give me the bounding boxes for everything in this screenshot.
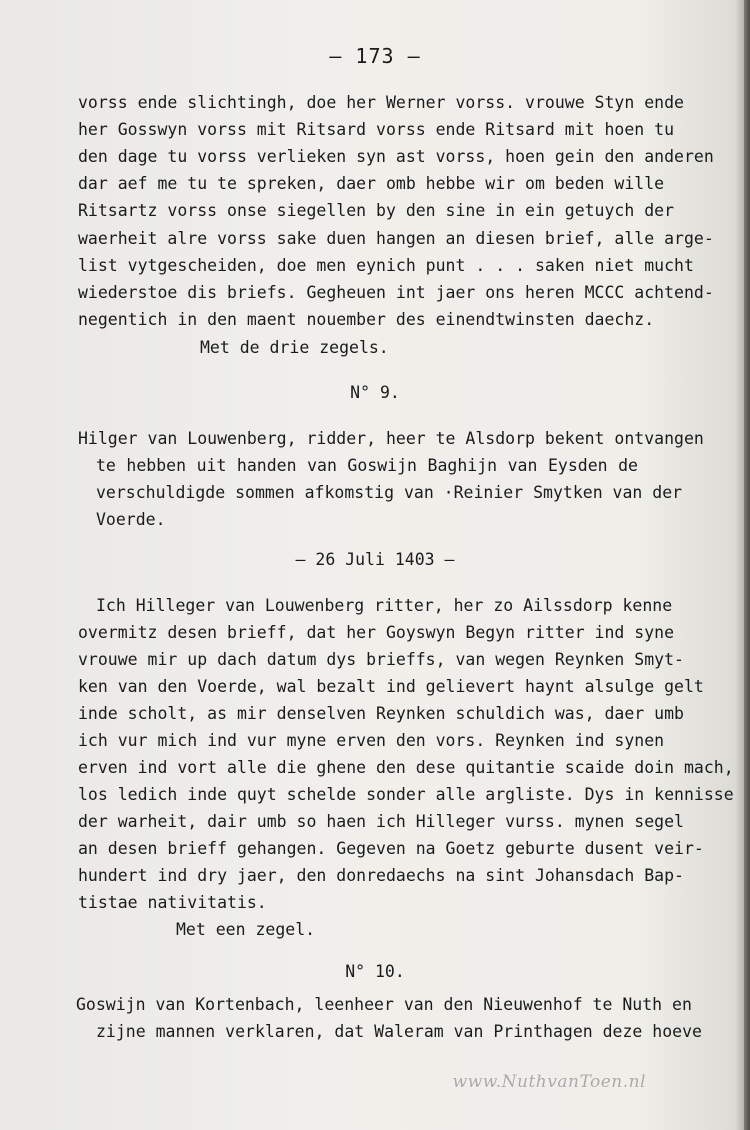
text-line: Ich Hilleger van Louwenberg ritter, her zo Ailssdorp kenne <box>96 596 673 615</box>
text-line: hundert ind dry jaer, den donredaechs na sint Johansdach Bap- <box>78 866 684 885</box>
text-line: waerheit alre vorss sake duen hangen an diesen brief, alle arge- <box>78 229 714 248</box>
summary-line: te hebben uit handen van Goswijn Baghijn van Eysden de <box>96 456 638 475</box>
text-line: vrouwe mir up dach datum dys brieffs, van wegen Reynken Smyt- <box>78 650 684 669</box>
text-line: overmitz desen brieff, dat her Goyswyn Begyn ritter ind syne <box>78 623 675 642</box>
text-line: den dage tu vorss verlieken syn ast vorss, hoen gein den anderen <box>78 147 714 166</box>
text-line: negentich in den maent nouember des einendtwinsten daechz. <box>78 310 655 329</box>
summary-line: zijne mannen verklaren, dat Waleram van Printhagen deze hoeve <box>96 1022 702 1041</box>
seal-note: Met de drie zegels. <box>200 338 389 357</box>
text-line: Ritsartz vorss onse siegellen by den sine in ein getuych der <box>78 201 675 220</box>
text-line: wiederstoe dis briefs. Gegheuen int jaer ons heren MCCC achtend- <box>78 283 714 302</box>
text-line: list vytgescheiden, doe men eynich punt . . . saken niet mucht <box>78 256 694 275</box>
text-line: der warheit, dair umb so haen ich Hilleger vurss. mynen segel <box>78 812 684 831</box>
text-line: ich vur mich ind vur myne erven den vors. Reynken ind synen <box>78 731 665 750</box>
text-line: erven ind vort alle die ghene den dese quitantie scaide doin mach, <box>78 758 734 777</box>
text-line: ken van den Voerde, wal bezalt ind gelievert haynt alsulge gelt <box>78 677 704 696</box>
watermark: www.NuthvanToen.nl <box>452 1072 646 1092</box>
text-line: inde scholt, as mir denselven Reynken schuldich was, daer umb <box>78 704 684 723</box>
summary-line: Hilger van Louwenberg, ridder, heer te Alsdorp bekent ontvangen <box>78 429 704 448</box>
text-line: her Gosswyn vorss mit Ritsard vorss ende Ritsard mit hoen tu <box>78 120 675 139</box>
page-number: — 173 — <box>329 44 421 68</box>
document-date: — 26 Juli 1403 — <box>295 550 455 569</box>
text-line: los ledich inde quyt schelde sonder alle argliste. Dys in kennisse <box>78 785 734 804</box>
seal-note: Met een zegel. <box>176 920 316 939</box>
summary-line: verschuldigde sommen afkomstig van ·Reinier Smytken van der <box>96 483 683 502</box>
document-number: N° 10. <box>345 962 405 981</box>
text-line: dar aef me tu te spreken, daer omb hebbe wir om beden wille <box>78 174 665 193</box>
text-line: tistae nativitatis. <box>78 893 267 912</box>
text-line: vorss ende slichtingh, doe her Werner vorss. vrouwe Styn ende <box>78 93 684 112</box>
document-number: N° 9. <box>350 383 400 402</box>
summary-line: Goswijn van Kortenbach, leenheer van den Nieuwenhof te Nuth en <box>76 995 692 1014</box>
text-line: an desen brieff gehangen. Gegeven na Goetz geburte dusent veir- <box>78 839 704 858</box>
summary-line: Voerde. <box>96 510 166 529</box>
